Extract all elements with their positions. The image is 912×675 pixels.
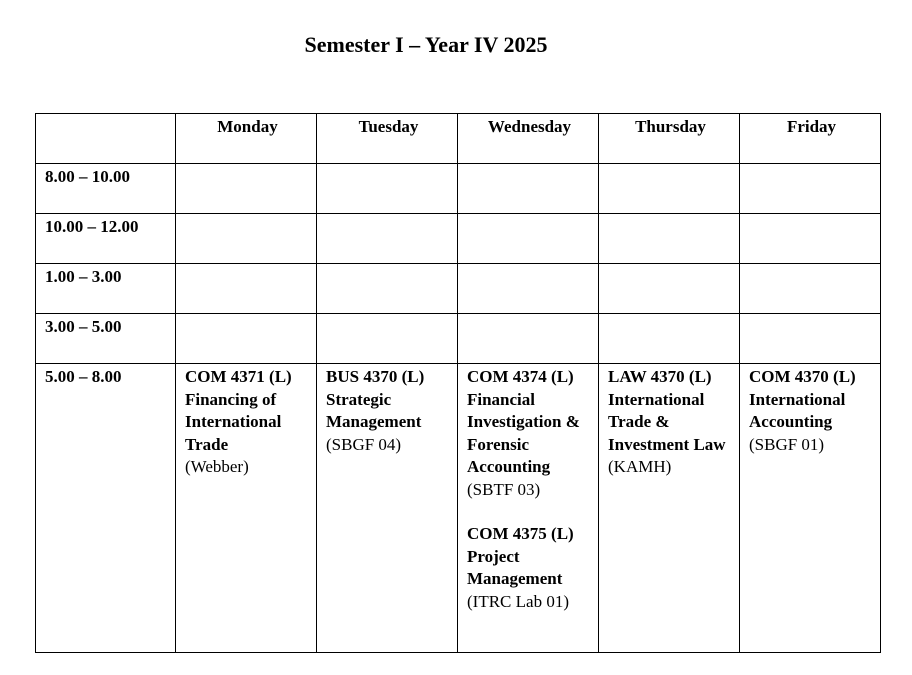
empty-cell bbox=[599, 214, 740, 264]
course-name: Financial Investigation & Forensic Accounting bbox=[467, 389, 580, 476]
course-entry bbox=[467, 523, 592, 613]
course-cell-monday bbox=[176, 364, 317, 653]
table-row bbox=[36, 214, 881, 264]
time-slot-label: 10.00 – 12.00 bbox=[36, 214, 176, 264]
course-room: (SBGF 01) bbox=[749, 434, 825, 454]
empty-cell bbox=[599, 314, 740, 364]
course-code: COM 4374 (L) bbox=[467, 367, 574, 386]
empty-cell bbox=[176, 314, 317, 364]
course-name: Strategic Management bbox=[326, 389, 422, 431]
empty-cell bbox=[317, 264, 458, 314]
timetable bbox=[35, 113, 881, 653]
day-header-wednesday: Wednesday bbox=[458, 114, 599, 164]
course-entry bbox=[749, 366, 874, 456]
course-code: COM 4371 (L) bbox=[185, 367, 292, 386]
day-header-thursday: Thursday bbox=[599, 114, 740, 164]
course-code: COM 4375 (L) bbox=[467, 524, 574, 543]
table-row bbox=[36, 314, 881, 364]
empty-cell bbox=[599, 264, 740, 314]
empty-cell bbox=[176, 164, 317, 214]
empty-cell bbox=[317, 214, 458, 264]
empty-cell bbox=[317, 314, 458, 364]
empty-cell bbox=[176, 214, 317, 264]
course-room: (KAMH) bbox=[608, 457, 672, 476]
course-name: International Accounting bbox=[749, 389, 846, 431]
empty-cell bbox=[176, 264, 317, 314]
course-name: Project Management bbox=[467, 546, 563, 588]
course-entry bbox=[608, 366, 733, 479]
empty-cell bbox=[740, 164, 881, 214]
table-row bbox=[36, 164, 881, 214]
course-cell-thursday bbox=[599, 364, 740, 653]
course-code: BUS 4370 (L) bbox=[326, 367, 425, 386]
empty-cell bbox=[458, 264, 599, 314]
corner-header bbox=[36, 114, 176, 164]
time-slot-label: 3.00 – 5.00 bbox=[36, 314, 176, 364]
day-header-friday: Friday bbox=[740, 114, 881, 164]
time-slot-label: 5.00 – 8.00 bbox=[36, 364, 176, 653]
day-header-monday: Monday bbox=[176, 114, 317, 164]
course-cell-wednesday bbox=[458, 364, 599, 653]
course-entry bbox=[326, 366, 451, 456]
course-code: LAW 4370 (L) bbox=[608, 367, 712, 386]
course-room: (Webber) bbox=[185, 457, 249, 476]
empty-cell bbox=[740, 214, 881, 264]
course-code: COM 4370 (L) bbox=[749, 367, 856, 386]
empty-cell bbox=[599, 164, 740, 214]
time-slot-label: 8.00 – 10.00 bbox=[36, 164, 176, 214]
course-room: (SBTF 03) bbox=[467, 479, 541, 499]
table-row bbox=[36, 264, 881, 314]
page-title: Semester I – Year IV 2025 bbox=[304, 32, 548, 57]
course-name: International Trade & Investment Law bbox=[608, 389, 726, 454]
time-slot-label: 1.00 – 3.00 bbox=[36, 264, 176, 314]
course-room: (ITRC Lab 01) bbox=[467, 591, 569, 611]
course-entry bbox=[467, 366, 592, 501]
course-cell-tuesday bbox=[317, 364, 458, 653]
course-name: Financing of International Trade bbox=[185, 389, 282, 454]
course-cell-friday bbox=[740, 364, 881, 653]
empty-cell bbox=[458, 164, 599, 214]
empty-cell bbox=[458, 214, 599, 264]
day-header-tuesday: Tuesday bbox=[317, 114, 458, 164]
empty-cell bbox=[317, 164, 458, 214]
course-entry bbox=[185, 366, 310, 479]
header-row bbox=[36, 114, 881, 164]
table-row bbox=[36, 364, 881, 653]
empty-cell bbox=[458, 314, 599, 364]
empty-cell bbox=[740, 264, 881, 314]
course-room: (SBGF 04) bbox=[326, 434, 402, 454]
empty-cell bbox=[740, 314, 881, 364]
